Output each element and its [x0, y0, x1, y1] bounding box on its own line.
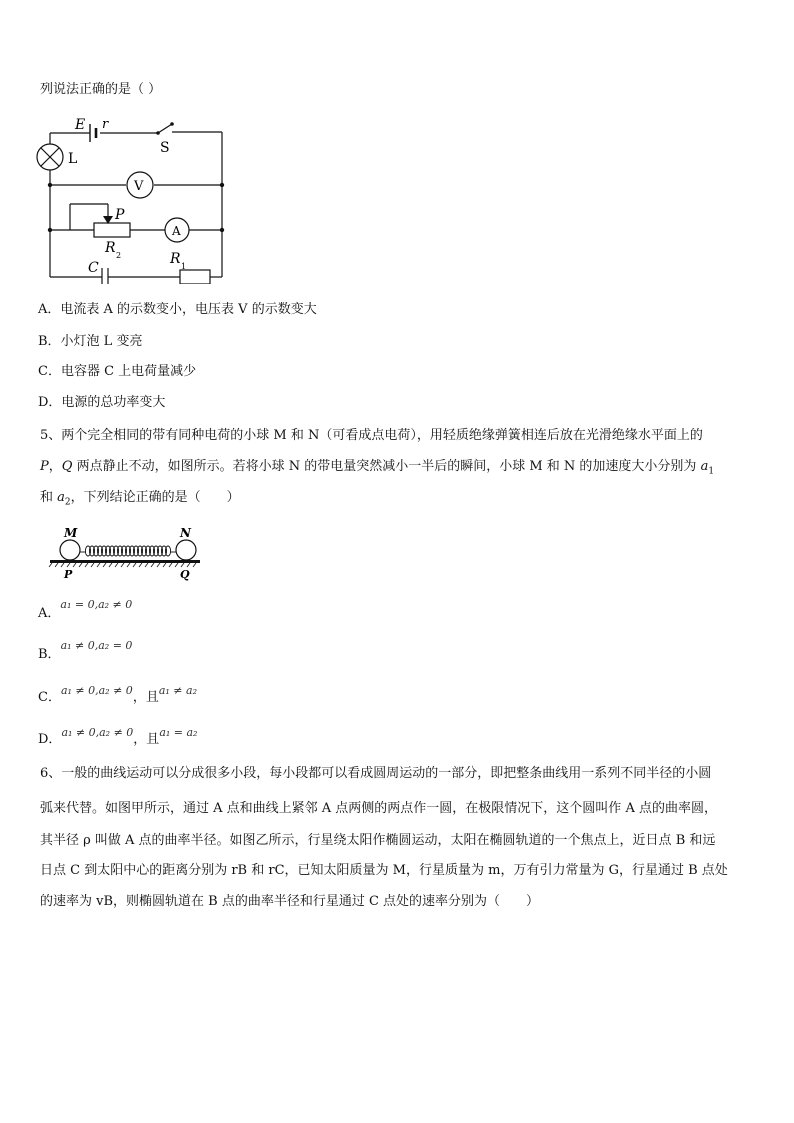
label-N: N: [180, 526, 191, 540]
label-P2: P: [64, 568, 73, 581]
label-r: r: [102, 117, 109, 132]
q5-line-3-rest: ，下列结论正确的是（ ）: [70, 490, 240, 505]
label-A: A: [172, 224, 181, 238]
q5-option-d: [38, 726, 198, 748]
q4-option-b: B．小灯泡 L 变亮: [38, 334, 143, 349]
label-Q: Q: [180, 568, 190, 581]
q6-line-4: 日点 C 到太阳中心的距离分别为 rB 和 rC，已知太阳质量为 M，行星质量为 m，万有引力常量为 G，行星通过 B 点处: [40, 863, 728, 878]
label-S: S: [160, 140, 170, 156]
q5-option-d-mid: ，且: [133, 732, 160, 747]
label-R1: R: [170, 251, 181, 267]
q5-line-1: 5、两个完全相同的带有同种电荷的小球 M 和 N（可看成点电荷），用轻质绝缘弹簧相连后放在光滑绝缘水平面上的: [40, 428, 703, 443]
q5-option-a-label: A．: [38, 606, 61, 621]
q5-option-c-mid: ，且: [132, 690, 159, 705]
q6-line-5: 的速率为 vB，则椭圆轨道在 B 点的曲率半径和行星通过 C 点处的速率分别为（ ）: [40, 894, 540, 909]
q5-line-2: [40, 459, 714, 480]
label-M: M: [64, 526, 78, 540]
q6-line-3: 其半径 ρ 叫做 A 点的曲率半径。如图乙所示，行星绕太阳作椭圆运动，太阳在椭圆轨道的一个焦点上，近日点 B 和远: [40, 833, 716, 848]
q5-point-p: P: [40, 459, 49, 474]
label-E: E: [75, 117, 86, 133]
q4-option-c: C．电容器 C 上电荷量减少: [38, 364, 197, 379]
q5-a2-sub: 2: [64, 497, 71, 508]
q5-option-d-label: D．: [38, 732, 62, 747]
q5-line-2-rest: 两点静止不动，如图所示。若将小球 N 的带电量突然减小一半后的瞬间，小球 M 和 N 的加速度大小分别为: [72, 459, 701, 474]
q5-sep: ，: [48, 459, 62, 474]
q5-option-c-math2: a₁ ≠ a₂: [158, 684, 197, 697]
q5-a2: a: [57, 490, 65, 505]
q5-option-c-math: a₁ ≠ 0,a₂ ≠ 0: [60, 684, 133, 697]
label-R2: R: [105, 240, 116, 256]
circuit-diagram: [30, 108, 240, 284]
q6-line-1: 6、一般的曲线运动可以分成很多小段，每小段都可以看成圆周运动的一部分，即把整条曲线用一系列不同半径的小圆: [40, 766, 712, 781]
q5-a1-sub: 1: [708, 466, 715, 477]
q5-option-b-label: B．: [38, 647, 61, 662]
q4-option-a: A．电流表 A 的示数变小，电压表 V 的示数变大: [38, 302, 317, 317]
q4-option-d: D．电源的总功率变大: [38, 395, 166, 410]
q6-line-2: 弧来代替。如图甲所示，通过 A 点和曲线上紧邻 A 点两侧的两点作一圆，在极限情况下，这个圆叫作 A 点的曲率圆，: [40, 801, 717, 816]
q5-line-3-pre: 和: [40, 490, 58, 505]
q5-line-3: [40, 490, 240, 511]
q5-option-d-math2: a₁ = a₂: [159, 726, 198, 739]
q5-a1: a: [700, 459, 709, 474]
label-C: C: [88, 260, 99, 276]
q5-option-c-label: C．: [38, 690, 61, 705]
label-V: V: [134, 179, 144, 194]
label-R2-sub: 2: [116, 251, 122, 260]
spring-diagram: [46, 524, 206, 582]
q4-stem: 列说法正确的是（ ）: [40, 82, 162, 97]
q5-point-q: Q: [61, 459, 73, 474]
label-R1-sub: 1: [181, 262, 187, 271]
q5-option-b-math: a₁ ≠ 0,a₂ = 0: [60, 639, 133, 652]
label-L: L: [68, 151, 78, 167]
q5-option-c: [38, 684, 197, 706]
q5-option-d-math: a₁ ≠ 0,a₂ ≠ 0: [61, 726, 134, 739]
q5-option-a-math: a₁ = 0,a₂ ≠ 0: [60, 598, 133, 611]
label-P: P: [115, 207, 125, 223]
